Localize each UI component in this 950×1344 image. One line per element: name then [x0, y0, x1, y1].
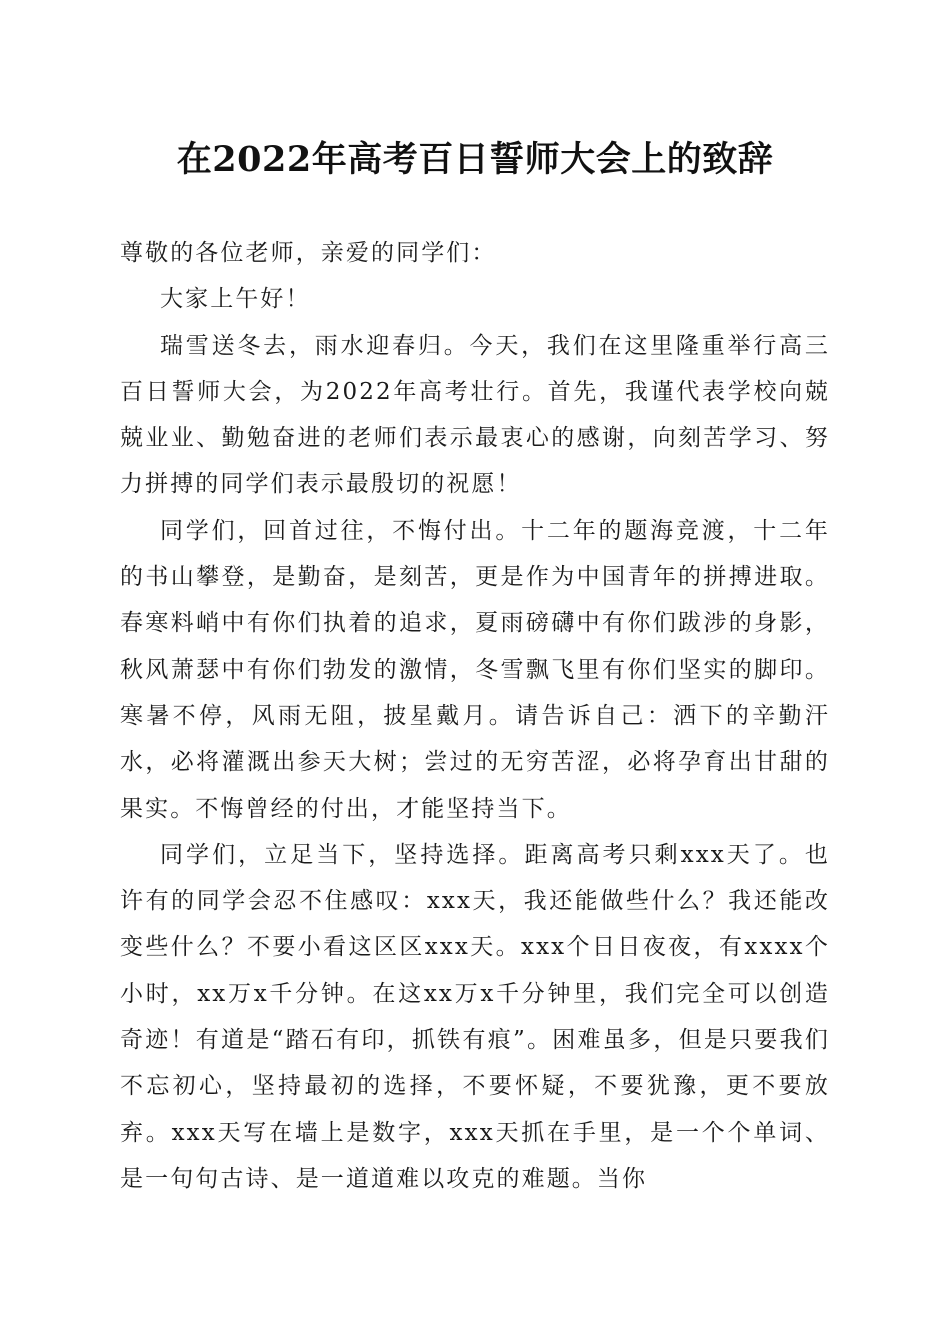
body-paragraph: 同学们，立足当下，坚持选择。距离高考只剩xxx天了。也许有的同学会忍不住感叹：xxx天，我还能做些什么？我还能改变些什么？不要小看这区区xxx天。xxx个日日夜夜，有xxxx个小时，xx万x千分钟。在这xx万x千分钟里，我们完全可以创造奇迹！有道是“踏石有印，抓铁有痕”。困难虽多，但是只要我们不忘初心，坚持最初的选择，不要怀疑，不要犹豫，更不要放弃。xxx天写在墙上是数字，xxx天抓在手里，是一个个单词、是一句句古诗、是一道道难以攻克的难题。当你 [120, 841, 830, 1192]
body-paragraph: 瑞雪送冬去，雨水迎春归。今天，我们在这里隆重举行高三百日誓师大会，为2022年高考壮行。首先，我谨代表学校向兢兢业业、勤勉奋进的老师们表示最衷心的感谢，向刻苦学习、努力拼搏的同学们表示最殷切的祝愿！ [120, 332, 830, 498]
document-title: 在2022年高考百日誓师大会上的致辞 [176, 139, 774, 180]
body-paragraph: 同学们，回首过往，不悔付出。十二年的题海竞渡，十二年的书山攀登，是勤奋，是刻苦，更是作为中国青年的拼搏进取。春寒料峭中有你们执着的追求，夏雨磅礴中有你们跋涉的身影，秋风萧瑟中有你们勃发的激情，冬雪飘飞里有你们坚实的脚印。寒暑不停，风雨无阻，披星戴月。请告诉自己：洒下的辛勤汗水，必将灌溉出参天大树；尝过的无穷苦涩，必将孕育出甘甜的果实。不悔曾经的付出，才能坚持当下。 [120, 517, 830, 822]
salutation-paragraph: 尊敬的各位老师，亲爱的同学们： [120, 240, 497, 266]
greeting-paragraph: 大家上午好！ [160, 286, 311, 313]
document-body [120, 230, 830, 1202]
